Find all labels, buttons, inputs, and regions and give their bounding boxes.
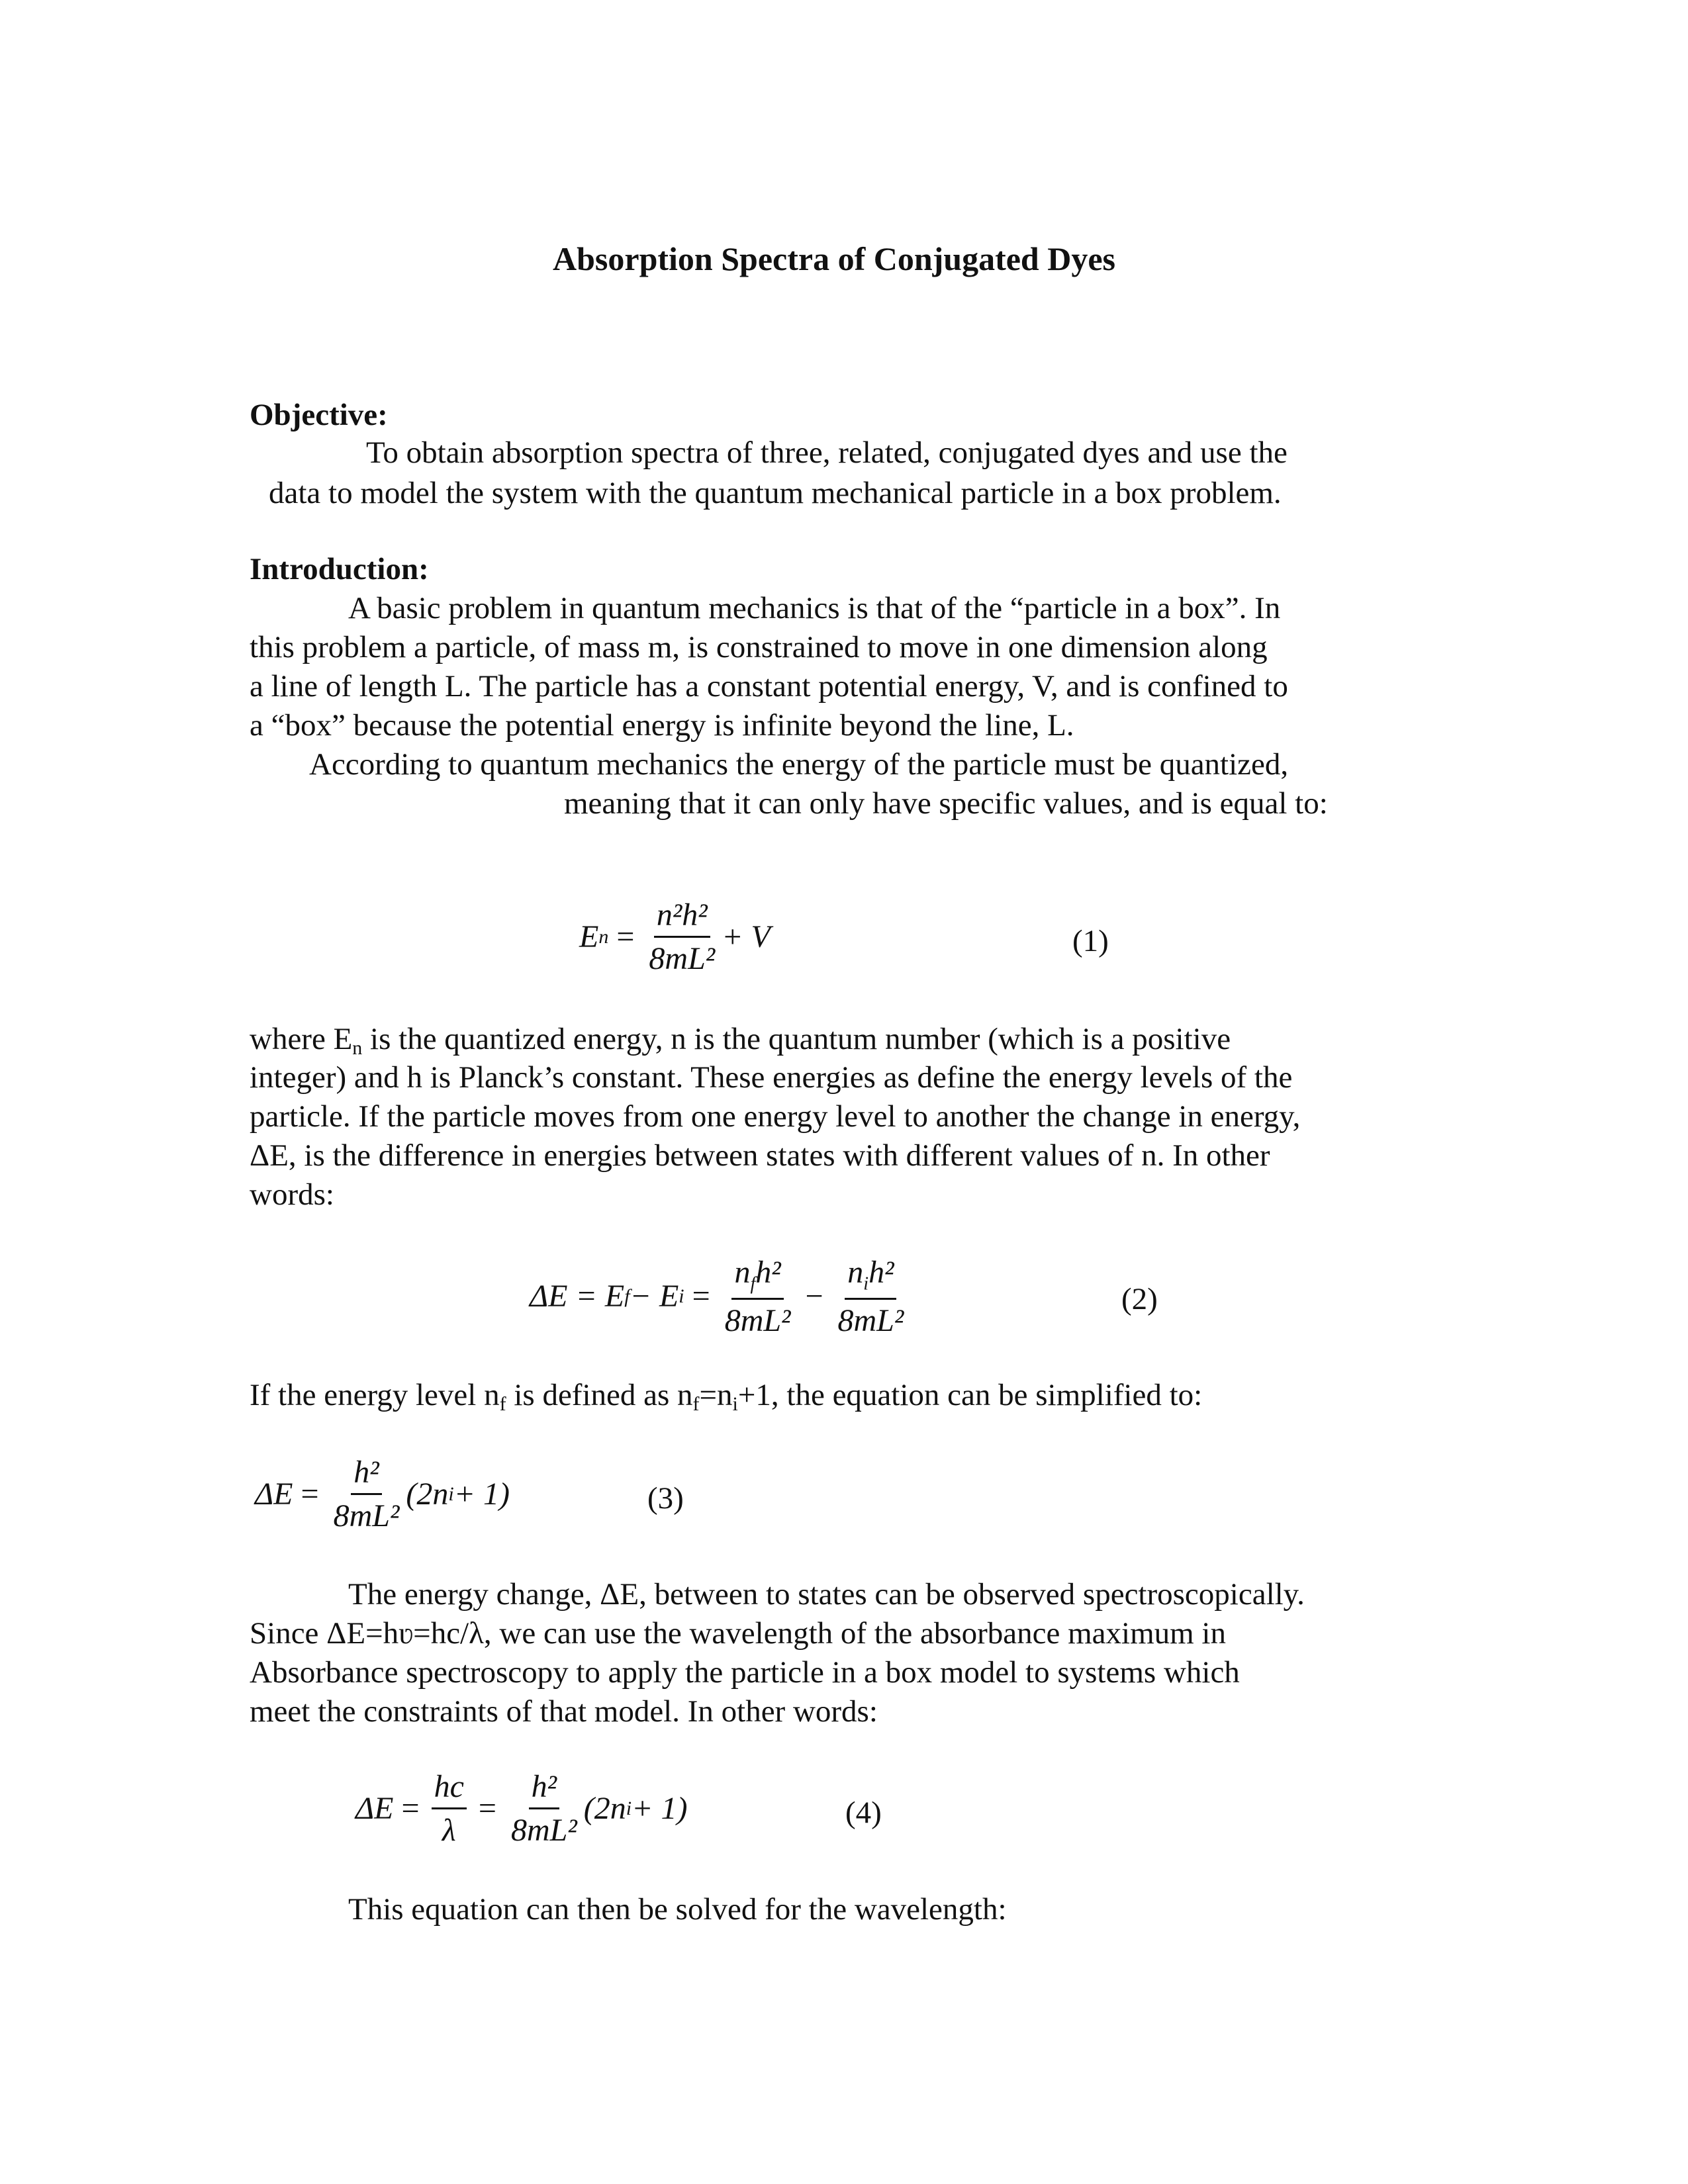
equation-2: ΔE = E f − E i = $\frac{n_fh^2}{\text{8mL²}}$ − $\frac{n_ih^2}{\text{8mL²}}$ xyxy=(530,1254,910,1339)
paragraph-line: A basic problem in quantum mechanics is that of the “particle in a box”. In xyxy=(348,591,1281,625)
paragraph-line: Since ΔE=hʋ=hc/λ, we can use the wavelength of the absorbance maximum in xyxy=(250,1616,1226,1651)
paragraph-line: this problem a particle, of mass m, is constrained to move in one dimension along xyxy=(250,630,1268,664)
eq-subscript: n xyxy=(598,925,609,948)
paragraph-line: integer) and h is Planck’s constant. These energies as define the energy levels of the xyxy=(250,1060,1293,1095)
paragraph-line: particle. If the particle moves from one energy level to another the change in energy, xyxy=(250,1099,1301,1134)
eq-subscript: f xyxy=(750,1273,756,1295)
equation-number: (1) xyxy=(1072,924,1109,958)
paragraph-line: According to quantum mechanics the energy of the particle must be quantized, xyxy=(309,747,1289,782)
eq-term: n xyxy=(847,1255,864,1290)
text: is defined as n xyxy=(506,1378,693,1412)
page-title: Absorption Spectra of Conjugated Dyes xyxy=(553,240,1115,277)
eq-denominator: 8mL² xyxy=(510,1813,577,1848)
text: If the energy level n xyxy=(250,1378,500,1412)
paragraph-line: a “box” because the potential energy is infinite beyond the line, L. xyxy=(250,708,1074,743)
eq-denominator: 8mL² xyxy=(649,941,716,976)
eq-term: (2n xyxy=(583,1791,626,1826)
paragraph-line: Absorbance spectroscopy to apply the particle in a box model to systems which xyxy=(250,1655,1240,1690)
objective-line: To obtain absorption spectra of three, related, conjugated dyes and use the xyxy=(366,435,1288,470)
eq-numerator: h² xyxy=(529,1768,559,1809)
eq-term: + 1) xyxy=(453,1477,510,1512)
eq-term: ΔE = E xyxy=(530,1279,625,1314)
paragraph-line: words: xyxy=(250,1177,334,1212)
paragraph-line: ΔE, is the difference in energies between states with different values of n. In other xyxy=(250,1138,1270,1173)
equation-4: ΔE = $\frac{hc}{\lambda}$ = $\frac{\text{h²}}{\text{8mL²}}$ (2n i + 1) xyxy=(355,1769,688,1848)
eq-term: + V xyxy=(722,919,771,954)
text: =n xyxy=(699,1378,733,1412)
equation-1: E n = $\frac{\text{n²h²}}{\text{8mL²}}$ + V xyxy=(579,897,771,976)
eq-term: h² xyxy=(755,1255,781,1290)
eq-numerator: h² xyxy=(351,1454,381,1495)
eq-subscript: i xyxy=(626,1797,632,1819)
equation-number: (4) xyxy=(845,1796,882,1830)
eq-subscript: i xyxy=(863,1273,869,1295)
paragraph-line: meaning that it can only have specific values, and is equal to: xyxy=(564,786,1328,821)
eq-numerator: n²h² xyxy=(654,897,710,938)
eq-numerator: hc xyxy=(432,1768,467,1809)
eq-term: + 1) xyxy=(632,1791,688,1826)
text: where E xyxy=(250,1022,353,1056)
eq-denominator: λ xyxy=(442,1813,456,1848)
eq-denominator: 8mL² xyxy=(724,1302,791,1338)
eq-term: ΔE xyxy=(255,1477,293,1512)
eq-term: (2n xyxy=(406,1477,449,1512)
objective-line: data to model the system with the quantum mechanical particle in a box problem. xyxy=(269,476,1282,510)
subscript: i xyxy=(732,1393,738,1415)
eq-subscript: i xyxy=(448,1482,454,1505)
equation-number: (2) xyxy=(1121,1282,1158,1316)
paragraph-line xyxy=(250,1375,1202,1424)
eq-subscript: f xyxy=(624,1285,630,1307)
subscript: n xyxy=(352,1037,363,1059)
eq-denominator: 8mL² xyxy=(837,1302,904,1338)
eq-term: ΔE xyxy=(355,1791,394,1826)
objective-heading: Objective: xyxy=(250,398,388,432)
paragraph-line: The energy change, ΔE, between to states can be observed spectroscopically. xyxy=(348,1577,1305,1612)
equation-3: ΔE = $\frac{\text{h²}}{\text{8mL²}}$ (2n i + 1) xyxy=(255,1455,510,1533)
text: +1, the equation can be simplified to: xyxy=(737,1378,1203,1412)
paragraph-line: This equation can then be solved for the wavelength: xyxy=(348,1892,1007,1927)
eq-denominator: 8mL² xyxy=(333,1498,400,1533)
eq-subscript: i xyxy=(679,1285,684,1307)
eq-term: − E xyxy=(630,1279,679,1314)
introduction-heading: Introduction: xyxy=(250,552,429,586)
text: is the quantized energy, n is the quantum number (which is a positive xyxy=(362,1022,1231,1056)
eq-term: n xyxy=(734,1255,751,1290)
paragraph-line: meet the constraints of that model. In other words: xyxy=(250,1694,878,1729)
subscript: f xyxy=(692,1393,700,1415)
equation-number: (3) xyxy=(647,1481,684,1516)
eq-symbol: E xyxy=(579,919,599,954)
subscript: f xyxy=(499,1393,506,1415)
eq-term: h² xyxy=(868,1255,894,1290)
paragraph-line: a line of length L. The particle has a constant potential energy, V, and is confined to xyxy=(250,669,1288,704)
